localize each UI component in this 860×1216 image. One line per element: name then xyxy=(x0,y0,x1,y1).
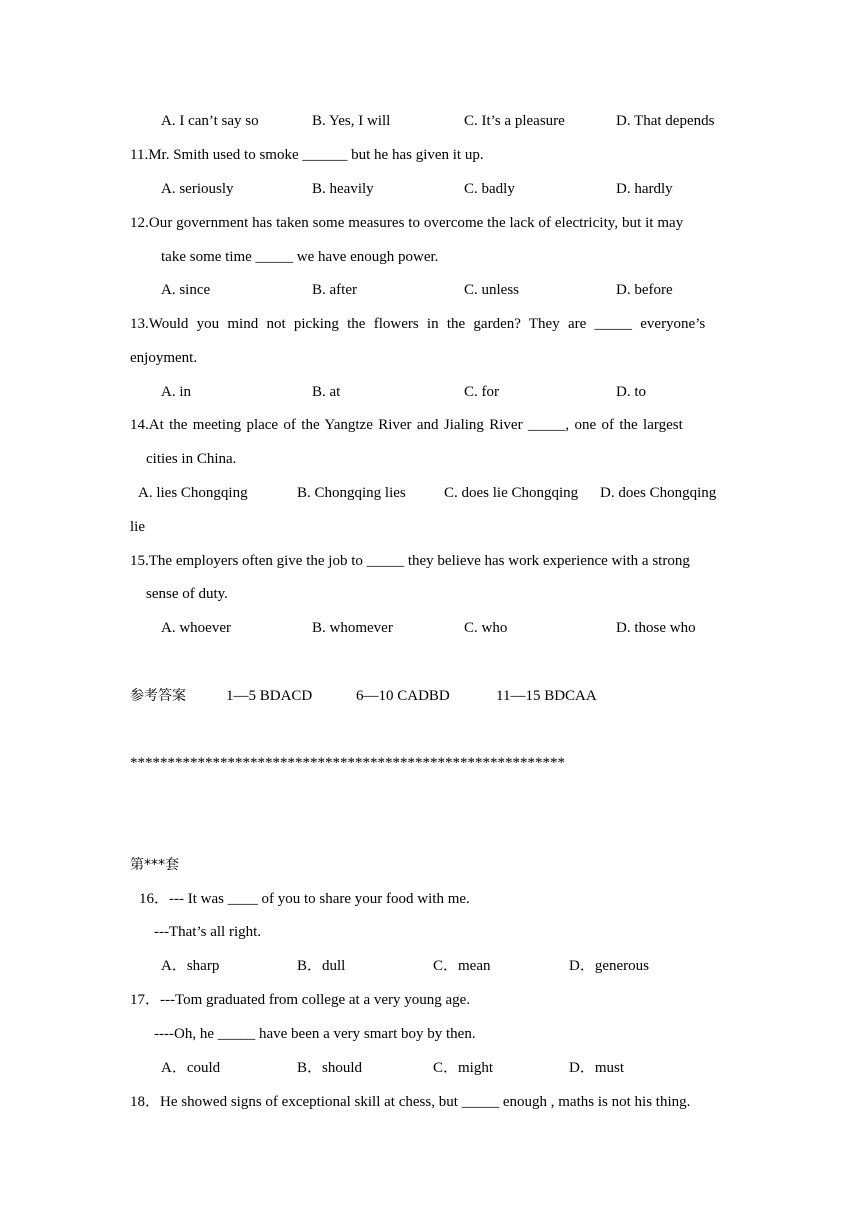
q12-option-a: A. since xyxy=(161,282,211,298)
q11-stem: 11.Mr. Smith used to smoke ______ but he has given it up. xyxy=(130,147,484,163)
answers-group-2: 6—10 CADBD xyxy=(356,688,450,704)
q12-stem-line1: 12.Our government has taken some measures to overcome the lack of electricity, but it may xyxy=(130,215,684,231)
q12-option-d: D. before xyxy=(616,282,673,298)
q15-stem-line1: 15.The employers often give the job to _____ they believe has work experience with a strong xyxy=(130,553,690,569)
q14-option-d-wrap: lie xyxy=(130,519,145,535)
q18-stem: 18．He showed signs of exceptional skill at chess, but _____ enough , maths is not his thing. xyxy=(130,1094,691,1110)
q13-option-b: B. at xyxy=(312,384,341,400)
q16-option-d: D．generous xyxy=(569,958,649,974)
q11-option-b: B. heavily xyxy=(312,181,374,197)
q10-option-b: B. Yes, I will xyxy=(312,113,391,129)
q15-option-a: A. whoever xyxy=(161,620,231,636)
q15-option-d: D. those who xyxy=(616,620,696,636)
q15-stem-line2: sense of duty. xyxy=(146,586,228,602)
q11-option-d: D. hardly xyxy=(616,181,673,197)
set-title: 第***套 xyxy=(130,857,179,873)
q14-option-c: C. does lie Chongqing xyxy=(444,485,579,501)
q13-option-a: A. in xyxy=(161,384,191,400)
q16-option-a: A．sharp xyxy=(161,958,220,974)
answers-label: 参考答案 xyxy=(130,688,186,704)
q14-option-d: D. does Chongqing xyxy=(600,485,717,501)
q15-option-c: C. who xyxy=(464,620,508,636)
q12-option-c: C. unless xyxy=(464,282,520,298)
q17-option-d: D．must xyxy=(569,1060,625,1076)
answers-group-1: 1—5 BDACD xyxy=(226,688,313,704)
q16-stem: 16．--- It was ____ of you to share your food with me. xyxy=(139,891,470,907)
separator-line: ********************************************************** xyxy=(130,755,565,771)
q13-option-d: D. to xyxy=(616,384,646,400)
q15-option-b: B. whomever xyxy=(312,620,393,636)
q17-reply: ----Oh, he _____ have been a very smart boy by then. xyxy=(154,1026,476,1042)
q17-stem: 17．---Tom graduated from college at a very young age. xyxy=(130,992,471,1008)
q11-option-c: C. badly xyxy=(464,181,515,197)
q17-option-c: C．might xyxy=(433,1060,494,1076)
q10-option-c: C. It’s a pleasure xyxy=(464,113,565,129)
q17-option-b: B．should xyxy=(297,1060,363,1076)
q17-option-a: A．could xyxy=(161,1060,221,1076)
q10-option-d: D. That depends xyxy=(616,113,715,129)
q13-option-c: C. for xyxy=(464,384,499,400)
q13-stem-line1: 13.Would you mind not picking the flowers in the garden? They are _____ everyone’s xyxy=(130,316,706,332)
q14-stem-line2: cities in China. xyxy=(146,451,237,467)
answers-group-3: 11—15 BDCAA xyxy=(496,688,597,704)
q10-option-a: A. I can’t say so xyxy=(161,113,259,129)
q12-option-b: B. after xyxy=(312,282,357,298)
q14-stem-line1: 14.At the meeting place of the Yangtze River and Jialing River _____, one of the largest xyxy=(130,417,683,433)
q13-stem-line2: enjoyment. xyxy=(130,350,198,366)
q11-option-a: A. seriously xyxy=(161,181,234,197)
q12-stem-line2: take some time _____ we have enough power. xyxy=(161,249,439,265)
q16-option-c: C．mean xyxy=(433,958,491,974)
q14-option-a: A. lies Chongqing xyxy=(138,485,248,501)
q16-reply: ---That’s all right. xyxy=(154,924,262,940)
q16-option-b: B．dull xyxy=(297,958,346,974)
q14-option-b: B. Chongqing lies xyxy=(297,485,406,501)
